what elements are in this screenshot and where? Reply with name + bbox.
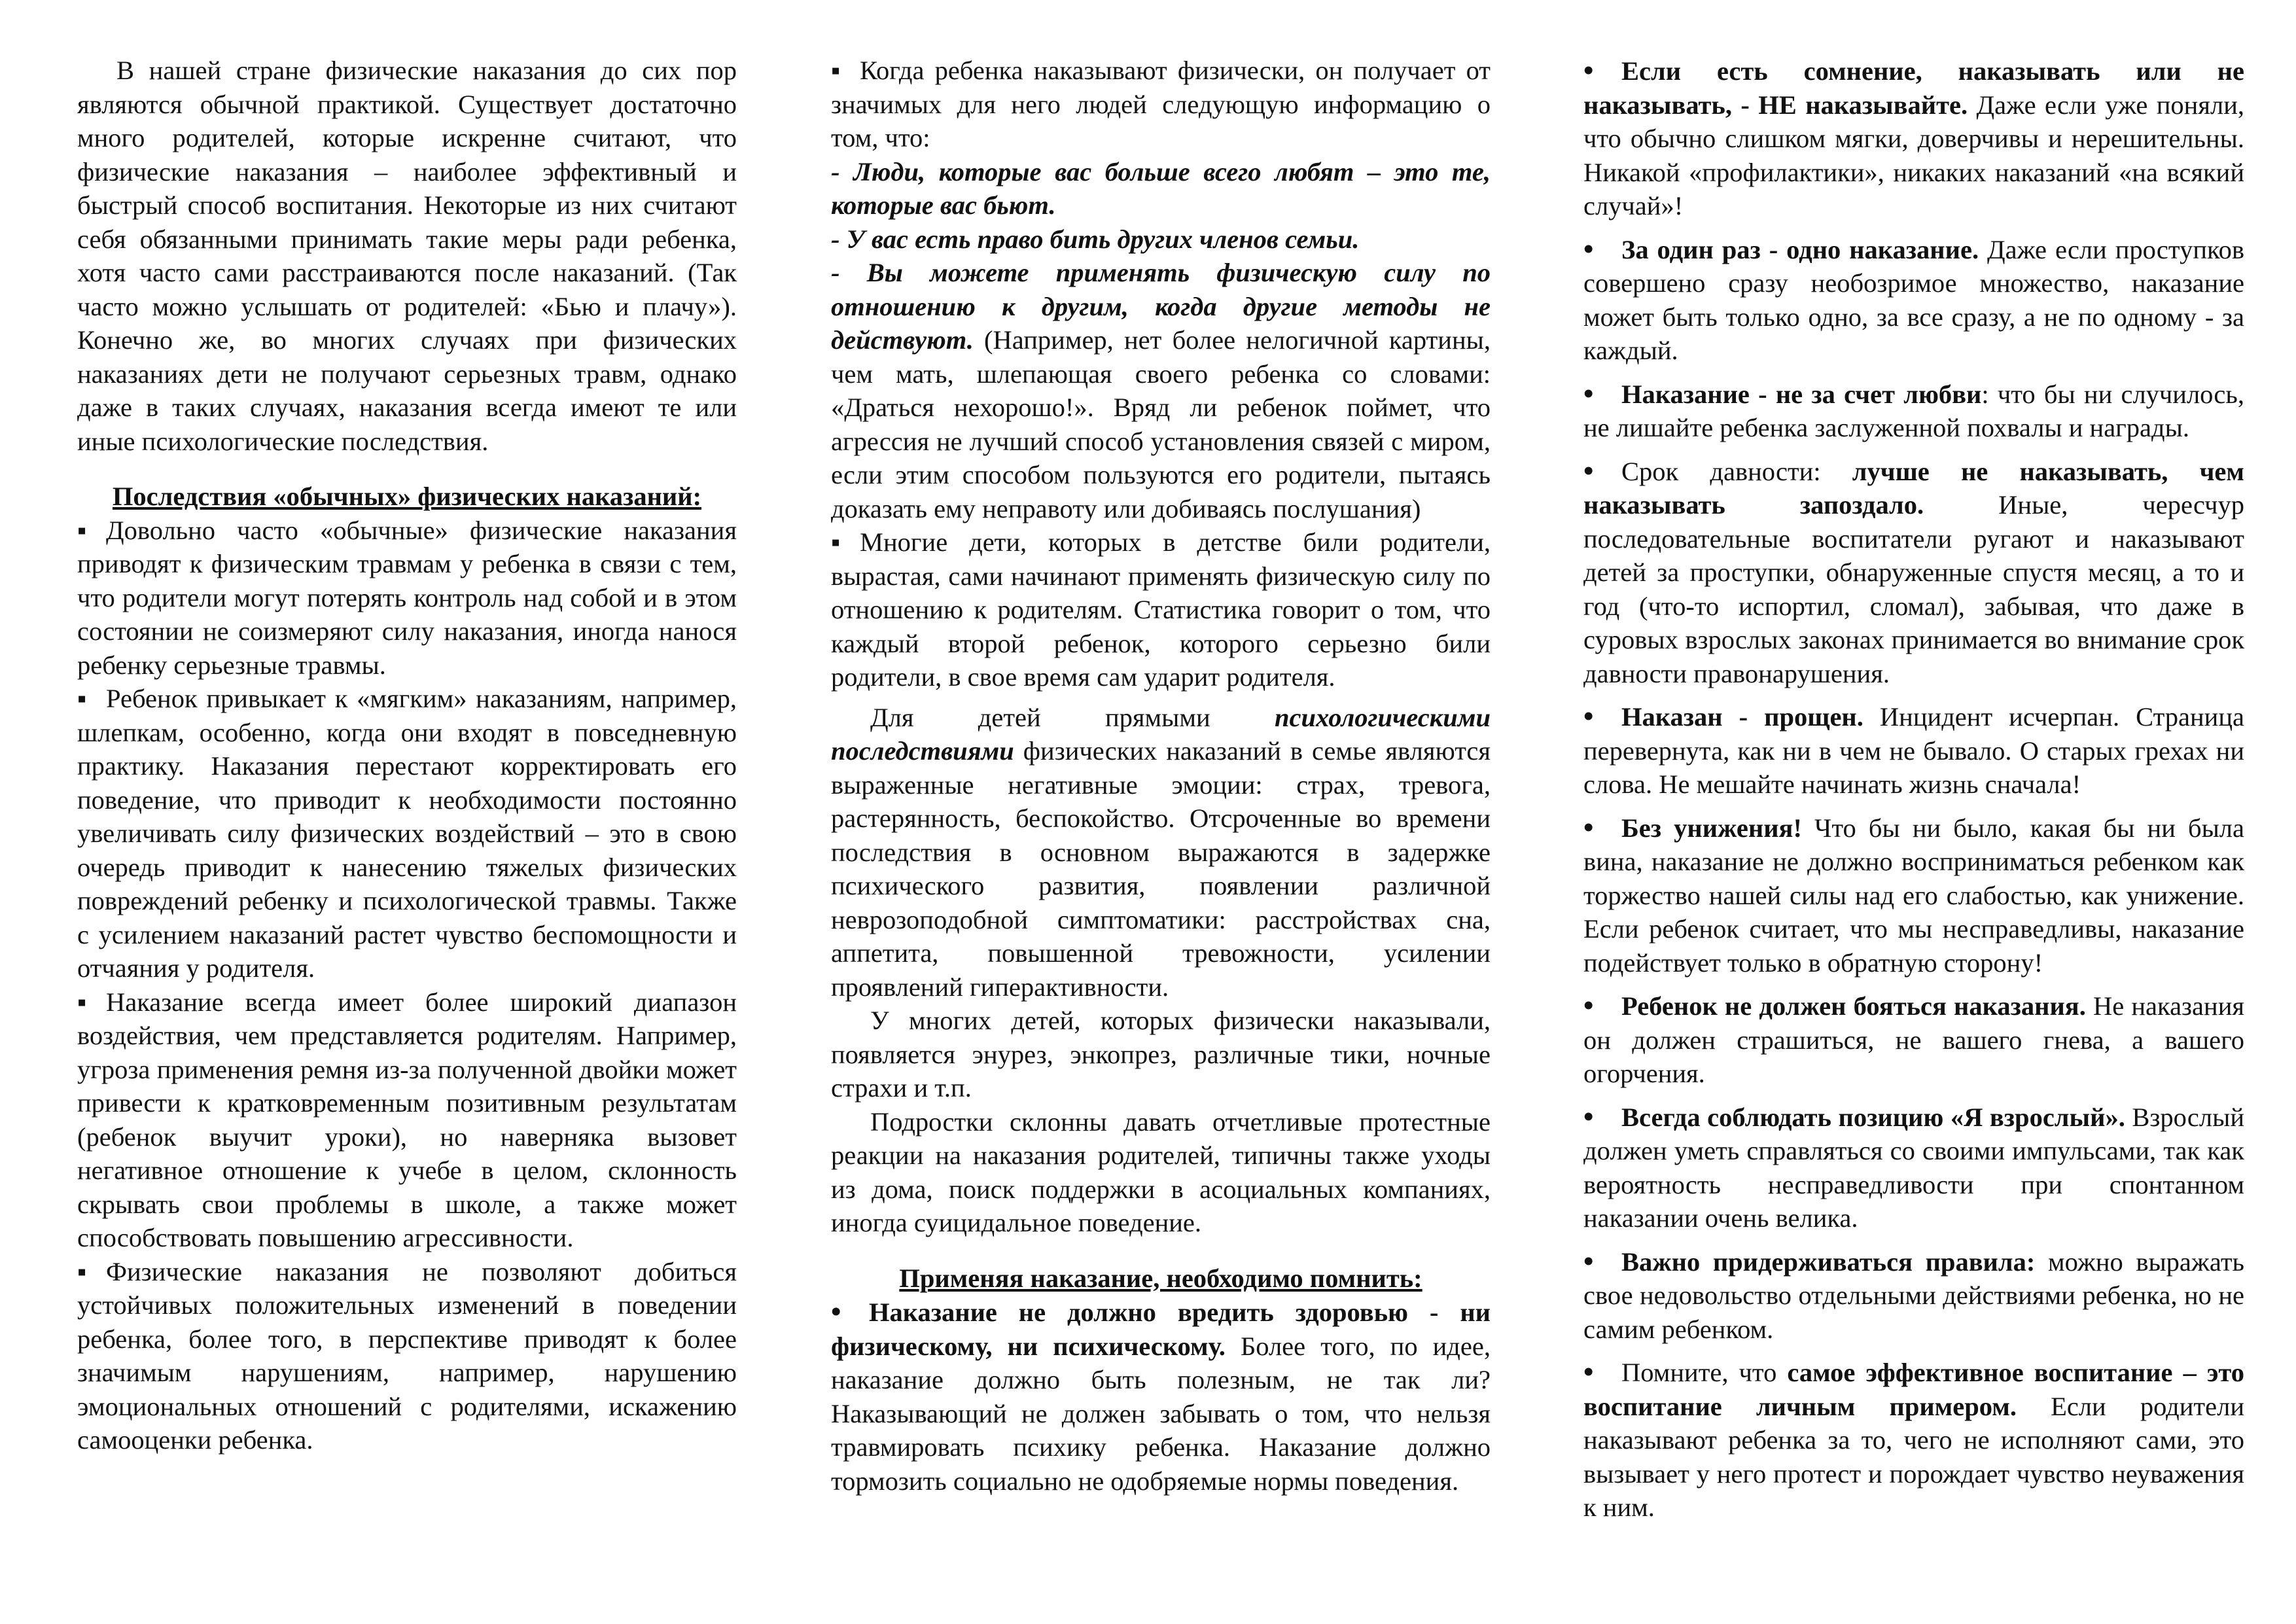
list-item [831, 54, 1491, 155]
body-paragraph: У многих детей, которых физически наказывали, появляется энурез, энкопрез, различные тики, ночные страхи и т.п. [831, 1006, 1491, 1103]
list-item-text: Физические наказания не позволяют добиться устойчивых положительных изменений в поведении ребенка, более того, в перспективе приводят к более значимым нарушениям, например, нарушению эмоциональных отношений с родителями, искажению самооценки ребенка. [77, 1256, 737, 1455]
rule-title: За один раз - одно наказание. [1621, 234, 1979, 264]
rule-item [1583, 1244, 2244, 1347]
rule-title: самое эффективное воспитание – это воспитание личным примером. [1583, 1358, 2244, 1421]
rule-item [1583, 811, 2244, 980]
rule-title: Наказание не должно вредить здоровью - ни физическому, ни психическому. [831, 1297, 1491, 1361]
quote-line: - У вас есть право бить других членов семьи. [831, 224, 1360, 254]
rule-item [1583, 699, 2244, 802]
rule-text: Более того, по идее, наказание должно быть полезным, не так ли? Наказывающий не должен забывать о том, что нельзя травмировать психику ребенка. Наказание должно тормозить социально не одобряемые нормы поведения. [831, 1331, 1491, 1496]
list-item-text: Довольно часто «обычные» физические наказания приводят к физическим травмам у ребенка в связи с тем, что родители могут потерять контроль над собой и в этом состоянии не соизмеряют силу наказания, иногда нанося ребенку серьезные травмы. [77, 515, 737, 680]
emphasis-text: психологическими последствиями [831, 702, 1491, 766]
list-item [77, 985, 737, 1255]
body-paragraph [831, 701, 1491, 1004]
list-item [831, 525, 1491, 694]
column-middle [831, 54, 1491, 1498]
quote-line: - Вы можете применять физическую силу по отношению к другим, когда другие методы не действуют. [831, 258, 1491, 355]
section-heading-remember: Применяя наказание, необходимо помнить: [899, 1263, 1422, 1293]
rule-text: Даже если проступков совершено сразу необозримое множество, наказание может быть только одно, за все сразу, а не по одному - за каждый. [1583, 234, 2244, 365]
list-item [77, 514, 737, 682]
text-run: физических наказаний в семье являются выраженные негативные эмоции: страх, тревога, растерянность, беспокойство. Отсроченные во времени последствия в основном выражаются в задержке психического развития, появлении различной неврозоподобной симптоматики: расстройствах сна, аппетита, повышенной тревожности, усилении проявлений гиперактивности. [831, 736, 1491, 1002]
rule-text: Взрослый должен уметь справляться со своими импульсами, так как вероятность несправедливости при спонтанном наказании очень велика. [1583, 1102, 2245, 1233]
section-heading-consequences: Последствия «обычных» физических наказаний: [112, 482, 702, 511]
rule-text: Даже если уже поняли, что обычно слишком мягки, доверчивы и нерешительны. Никакой «профилактики», никаких наказаний «на всякий случай»! [1583, 90, 2244, 221]
rule-text: Иные, чересчур последовательные воспитатели ругают и наказывают детей за проступки, обнаруженные спустя месяц, а то и год (что-то испортил, сломал), забывая, что даже в суровых взрослых законах принимается во внимание срок давности правонарушения. [1583, 490, 2244, 688]
rule-lead: Помните, что [1621, 1358, 1788, 1387]
quote-paragraph [831, 256, 1491, 525]
rule-item [1583, 1355, 2244, 1525]
rule-item [1583, 54, 2244, 223]
rule-item [1583, 377, 2244, 445]
rule-title: лучше не наказывать, чем наказывать запоздало. [1583, 456, 2244, 520]
list-item-text: Когда ребенка наказывают физически, он получает от значимых для него людей следующую информацию о том, что: [831, 56, 1491, 152]
rule-text: Если родители наказывают ребенка за то, чего не исполняют сами, это вызывает у него протест и порождает чувство неуважения к ним. [1583, 1391, 2244, 1522]
rule-title: Ребенок не должен бояться наказания. [1621, 991, 2086, 1021]
rule-title: Без унижения! [1621, 813, 1802, 843]
list-item [77, 1255, 737, 1457]
list-item-text: Многие дети, которых в детстве били родители, вырастая, сами начинают применять физическую силу по отношению к родителям. Статистика говорит о том, что каждый второй ребенок, которого серьезно били родители, в свое время сам ударит родителя. [831, 527, 1491, 692]
column-right [1583, 54, 2244, 1525]
text-run: Для детей прямыми [870, 702, 1275, 732]
rule-text: Что бы ни было, какая бы ни была вина, наказание не должно восприниматься ребенком как торжество нашей силы над его слабостью, как унижение. Если ребенок считает, что мы несправедливы, наказание подействует только в обратную сторону! [1583, 813, 2244, 978]
rule-text: Инцидент исчерпан. Страница перевернута, как ни в чем не бывало. О старых грехах ни слова. Не мешайте начинать жизнь сначала! [1583, 702, 2244, 799]
rule-text: : что бы ни случилось, не лишайте ребенка заслуженной похвалы и награды. [1583, 379, 2244, 442]
quote-line: - Люди, которые вас больше всего любят – это те, которые вас бьют. [831, 156, 1491, 220]
intro-paragraph: В нашей стране физические наказания до сих пор являются обычной практикой. Существует достаточно много родителей, которые искренне считают, что физические наказания – наиболее эффективный и быстрый способ воспитания. Некоторые из них считают себя обязанными принимать такие меры ради ребенка, хотя часто сами расстраиваются после наказаний. (Так часто можно услышать от родителей: «Бью и плачу»). Конечно же, во многих случаях при физических наказаниях дети не получают серьезных травм, однако даже в таких случаях, наказания всегда имеют те или иные психологические последствия. [77, 56, 737, 456]
list-item [77, 682, 737, 985]
rule-title: Наказание - не за счет любви [1621, 379, 1982, 409]
column-left [77, 54, 737, 1457]
rule-title: Важно придерживаться правила: [1621, 1246, 2036, 1277]
rule-item [1583, 232, 2244, 368]
rule-item [1583, 454, 2244, 691]
list-item-text: Наказание всегда имеет более широкий диапазон воздействия, чем представляется родителям. Например, угроза применения ремня из-за полученной двойки может привести к кратковременным позитивным результатам (ребенок выучит уроки), но наверняка вызовет негативное отношение к учебе в целом, склонность скрывать свои проблемы в школе, а также может способствовать повышению агрессивности. [77, 987, 737, 1252]
body-paragraph: Подростки склонны давать отчетливые протестные реакции на наказания родителей, типичны также уходы из дома, поиск поддержки в асоциальных компаниях, иногда суицидальное поведение. [831, 1106, 1491, 1237]
rule-title: Всегда соблюдать позицию «Я взрослый». [1621, 1102, 2125, 1132]
rule-text: можно выражать свое недовольство отдельными действиями ребенка, но не самим ребенком. [1583, 1246, 2244, 1344]
rule-item [1583, 989, 2244, 1091]
rule-item [831, 1295, 1491, 1498]
rule-title: Если есть сомнение, наказывать или не наказывать, - НЕ наказывайте. [1583, 56, 2244, 120]
quote-explanation: (Например, нет более нелогичной картины, чем мать, шлепающая своего ребенка со словами: «Драться нехорошо!». Вряд ли ребенок поймет, что агрессия не лучший способ установления связей с миром, если этим способом пользуются его родители, пытаясь доказать ему неправоту или добиваясь послушания) [831, 325, 1491, 523]
list-item-text: Ребенок привыкает к «мягким» наказаниям, например, шлепкам, особенно, когда они входят в повседневную практику. Наказания перестают корректировать его поведение, что приводит к необходимости постоянно увеличивать силу физических воздействий – это в свою очередь приводит к нанесению тяжелых физических повреждений ребенку и психологической травмы. Также с усилением наказаний растет чувство беспомощности и отчаяния у родителя. [77, 684, 737, 983]
rule-text: Не наказания он должен страшиться, не вашего гнева, а вашего огорчения. [1583, 991, 2244, 1088]
rule-item [1583, 1100, 2244, 1235]
rule-lead: Срок давности: [1621, 456, 1852, 486]
rule-title: Наказан - прощен. [1621, 702, 1863, 732]
